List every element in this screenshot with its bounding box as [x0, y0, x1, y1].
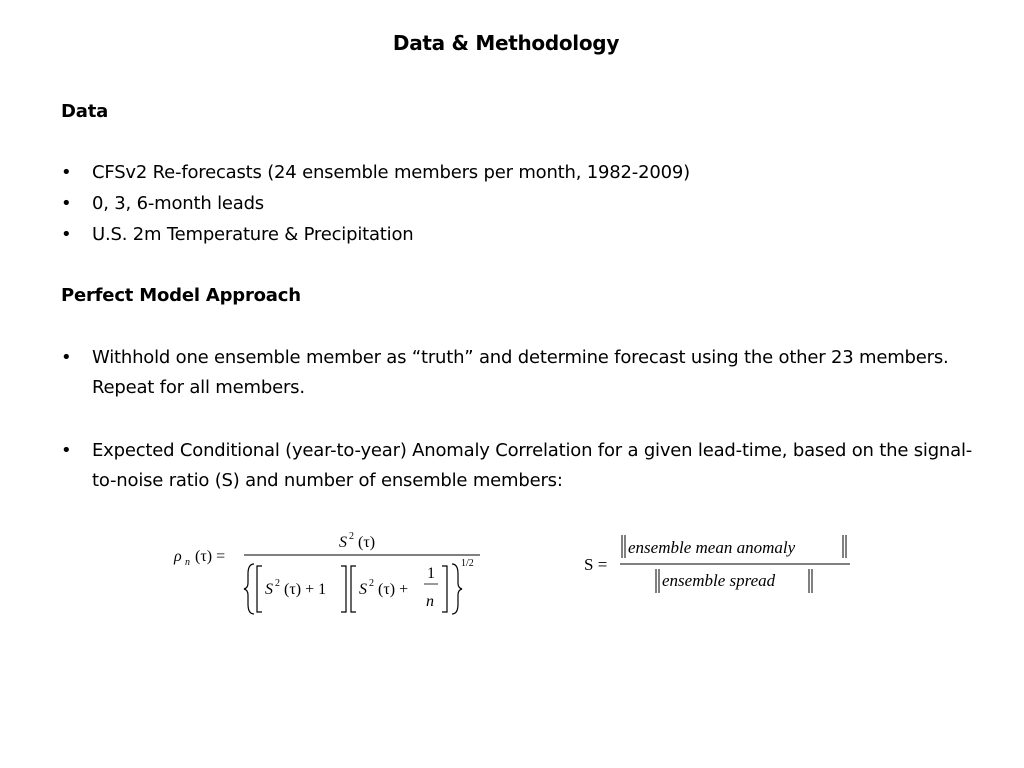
eq-numerator-base: S [339, 534, 347, 551]
bullet-icon: • [61, 347, 72, 368]
eq-term2-rest: (τ) + [378, 581, 409, 598]
eq-left-bracket-2 [351, 566, 356, 612]
section-heading-data: Data [61, 101, 109, 122]
eq-s-lhs: S = [584, 555, 608, 574]
eq-s-numerator: ensemble mean anomaly [628, 538, 796, 557]
eq-term1-exponent: 2 [275, 578, 280, 589]
eq-rho-subscript: n [185, 557, 190, 568]
eq-term2-base: S [359, 581, 367, 598]
eq-term1-base: S [265, 581, 273, 598]
eq-s-denominator: ensemble spread [662, 571, 776, 590]
eq-right-bracket-2 [442, 566, 447, 612]
list-item [61, 343, 981, 403]
bullet-text: 0, 3, 6-month leads [92, 193, 264, 214]
list-item [61, 158, 981, 188]
slide-title: Data & Methodology [392, 31, 620, 55]
eq-left-brace [244, 564, 254, 614]
eq-left-bracket-1 [257, 566, 262, 612]
eq-term2-exponent: 2 [369, 578, 374, 589]
bullet-text: Withhold one ensemble member as “truth” and determine forecast using the other 23 members. Repeat for all members. [92, 347, 949, 398]
bullet-icon: • [61, 440, 72, 461]
eq-right-brace [452, 564, 462, 614]
eq-term1-rest: (τ) + 1 [284, 581, 327, 598]
list-item [61, 220, 981, 250]
bullet-text: U.S. 2m Temperature & Precipitation [92, 224, 414, 245]
eq-lhs-argument: (τ) = [195, 548, 226, 565]
section-heading-perfect-model: Perfect Model Approach [61, 285, 301, 306]
eq-inner-fraction-numerator: 1 [427, 565, 435, 582]
correlation-equation [168, 526, 498, 621]
bullet-text: CFSv2 Re-forecasts (24 ensemble members per month, 1982-2009) [92, 162, 690, 183]
bullet-icon: • [61, 224, 72, 245]
bullet-text: Expected Conditional (year-to-year) Anomaly Correlation for a given lead-time, based on the signal-to-noise ratio (S) and number of ensemble members: [92, 440, 973, 491]
eq-numerator-argument: (τ) [358, 534, 376, 551]
eq-rho: ρ [174, 548, 182, 565]
eq-inner-fraction-denominator: n [426, 593, 434, 610]
eq-outer-exponent: 1/2 [461, 558, 474, 569]
signal-to-noise-equation [582, 532, 857, 600]
bullet-icon: • [61, 193, 72, 214]
eq-right-bracket-1 [341, 566, 346, 612]
list-item [61, 436, 981, 496]
bullet-icon: • [61, 162, 72, 183]
eq-numerator-exponent: 2 [349, 531, 354, 542]
list-item [61, 189, 981, 219]
